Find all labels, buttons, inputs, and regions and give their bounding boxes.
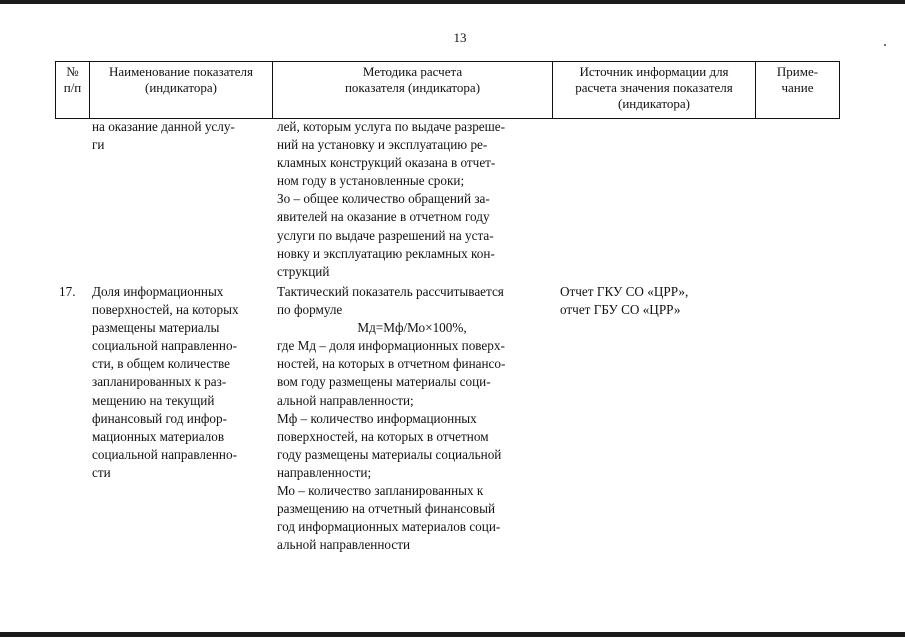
page-number: 13 xyxy=(453,30,467,45)
header-note: Приме- чание xyxy=(776,64,819,95)
information-source: Отчет ГКУ СО «ЦРР», отчет ГБУ СО «ЦРР» xyxy=(560,284,689,318)
header-num: № п/п xyxy=(63,64,82,95)
indicator-name: на оказание данной услу- ги xyxy=(92,119,235,153)
calculation-method: лей, которым услуга по выдаче разреше- ний на установку и эксплуатацию ре- кламных конструкций оказана в отчет- ном году в установленные сроки; Зо – общее количество обращений за- явителей на оказание в отчетном году услуги по выдаче разрешений на уста- новку и эксплуатацию рекламных кон- струкций xyxy=(277,119,506,279)
formula: Мд=Мф/Мо×100%, xyxy=(357,320,467,336)
calculation-method: Тактический показатель рассчитывается по формуле Мд=Мф/Мо×100%, где Мд – доля информационных поверх- ностей, на которых в отчетном финансо- вом году размещены материалы соци- альной направленности; Мф – количество информационных поверхностей, на которых в отчетном году размещены материалы социальной направленности; Мо – количество запланированных к размещению на отчетный финансовый год информационных материалов соци- альной направленности xyxy=(277,283,547,554)
bottom-border xyxy=(0,632,905,637)
table-border-right xyxy=(839,61,840,119)
header-indicator-name: Наименование показателя (индикатора) xyxy=(108,64,254,95)
indicator-name: Доля информационных поверхностей, на которых размещены материалы социальной направленно- сти, в общем количестве запланированных к раз- мещению на текущий финансовый год инфор- мационных материалов социальной направленно- сти xyxy=(92,284,239,480)
header-source: Источник информации для расчета значения показателя (индикатора) xyxy=(575,64,733,111)
header-method: Методика расчета показателя (индикатора) xyxy=(344,64,481,95)
table-header xyxy=(55,61,840,119)
row-number: 17. xyxy=(59,284,76,299)
top-border xyxy=(0,0,905,4)
indicator-table xyxy=(55,61,840,553)
scan-speck xyxy=(884,44,886,46)
